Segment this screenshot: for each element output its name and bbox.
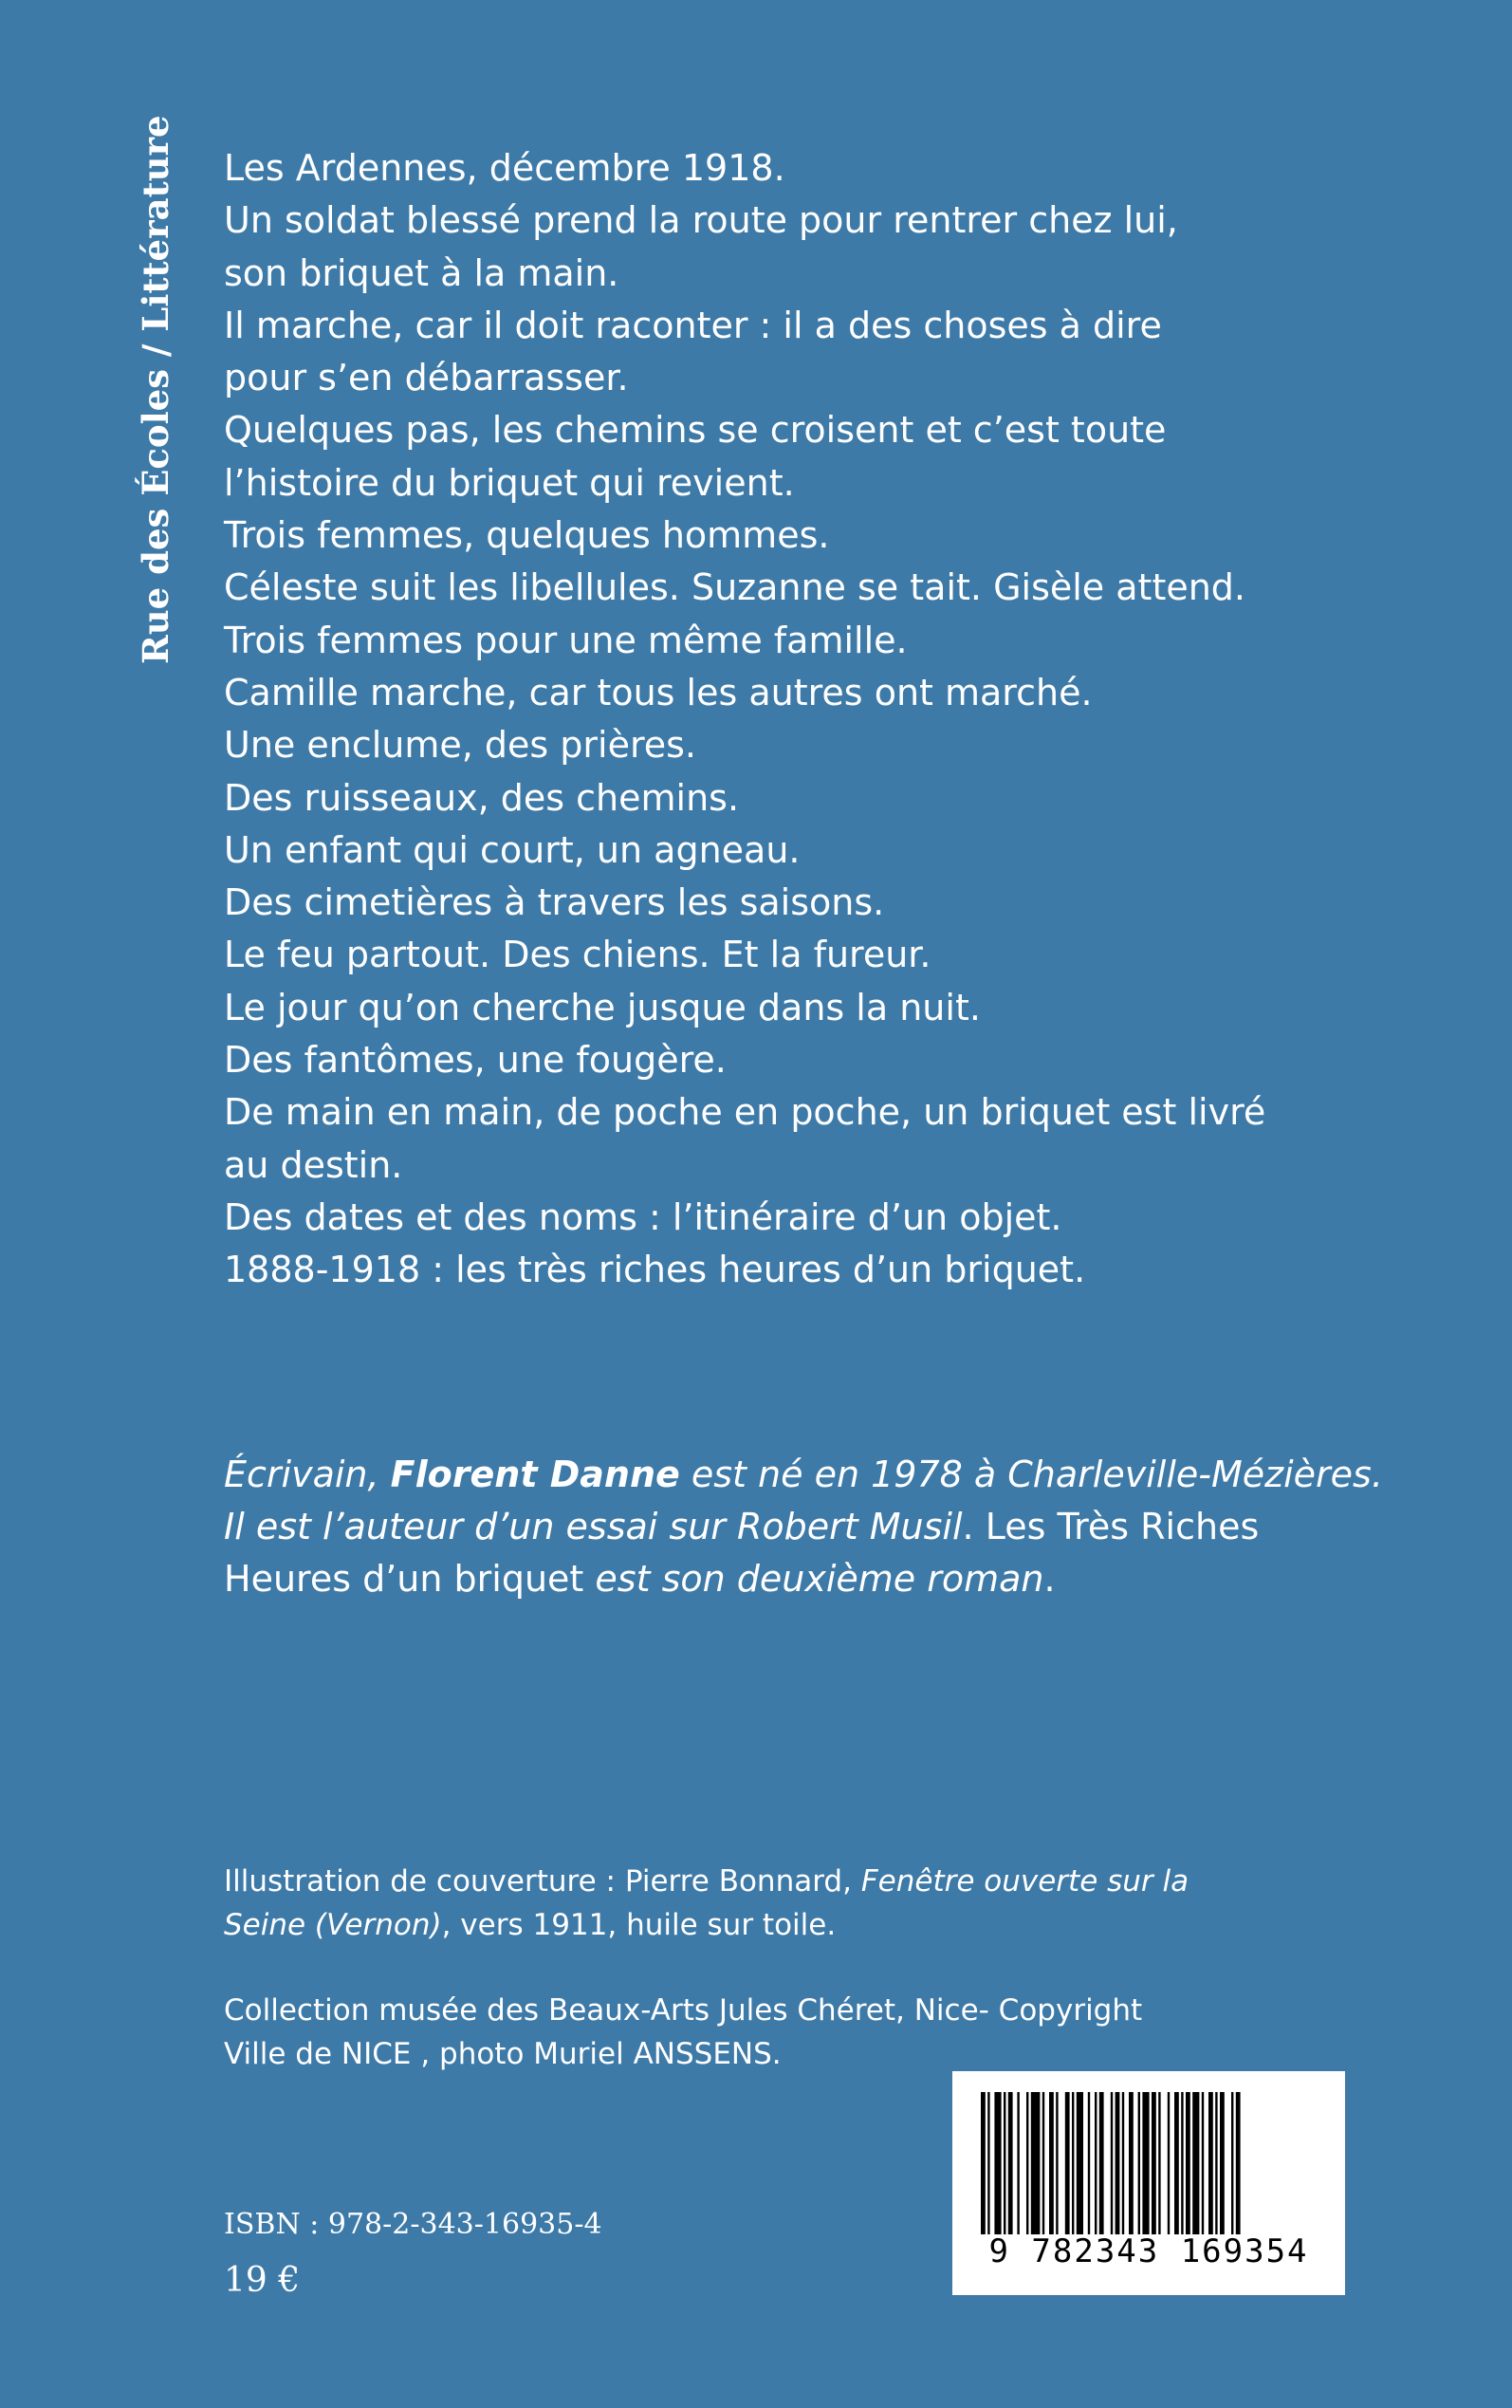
blurb-line: Des ruisseaux, des chemins. <box>224 776 740 819</box>
blurb-line: Un soldat blessé prend la route pour rentrer chez lui, <box>224 199 1178 242</box>
barcode-bar <box>1215 2092 1217 2234</box>
barcode-bar <box>1099 2092 1104 2234</box>
collection-name: Rue des Écoles / Littérature <box>135 115 176 664</box>
barcode-bar <box>1152 2092 1156 2234</box>
blurb-line: Les Ardennes, décembre 1918. <box>224 147 785 189</box>
barcode-bar <box>1042 2092 1044 2234</box>
barcode-bar <box>1111 2092 1113 2234</box>
barcode-bar <box>1026 2092 1028 2234</box>
collection-credit-line-2: Ville de NICE , photo Muriel ANSSENS. <box>224 2037 782 2071</box>
credits <box>224 1860 1267 2076</box>
blurb-line: l’histoire du briquet qui revient. <box>224 461 795 504</box>
blurb-line: Le jour qu’on cherche jusque dans la nuit. <box>224 986 981 1028</box>
price: 19 € <box>224 2261 301 2300</box>
barcode-bar <box>1004 2092 1005 2234</box>
barcode-bar <box>981 2092 986 2234</box>
collection-credit-line-1: Collection musée des Beaux-Arts Jules Chéret, Nice- Copyright <box>224 1993 1143 2028</box>
author-line-3: Heures d’un briquet est son deuxième roman. <box>224 1558 1056 1600</box>
author-line-2: Il est l’auteur d’un essai sur Robert Musil. Les Très Riches <box>224 1506 1260 1547</box>
blurb-line: pour s’en débarrasser. <box>224 357 629 399</box>
blurb-line: Une enclume, des prières. <box>224 724 697 767</box>
barcode-bar <box>1077 2092 1083 2234</box>
author-line-1: Écrivain, Florent Danne est né en 1978 à Charleville-Mézières. <box>224 1454 1383 1495</box>
barcode-bar <box>1168 2092 1170 2234</box>
barcode-bar <box>1231 2092 1233 2234</box>
barcode-bar <box>1008 2092 1013 2234</box>
barcode-bar <box>1017 2092 1019 2234</box>
blurb <box>224 142 1362 1297</box>
barcode-bar <box>987 2092 989 2234</box>
blurb-line: Des cimetières à travers les saisons. <box>224 881 885 924</box>
author-bio <box>224 1449 1383 1605</box>
barcode-bar <box>1072 2092 1074 2234</box>
illustration-credit-line-2: Seine (Vernon), vers 1911, huile sur toile. <box>224 1908 837 1942</box>
barcode-bar <box>1138 2092 1140 2234</box>
barcode-bar <box>1208 2092 1213 2234</box>
blurb-line: Camille marche, car tous les autres ont marché. <box>224 671 1093 713</box>
blurb-line: Des fantômes, une fougère. <box>224 1039 727 1082</box>
barcode-bar <box>1142 2092 1149 2234</box>
illustration-credit-line-1: Illustration de couverture : Pierre Bonnard, Fenêtre ouverte sur la <box>224 1864 1189 1899</box>
barcode-bar <box>1049 2092 1054 2234</box>
blurb-line: De main en main, de poche en poche, un briquet est livré <box>224 1091 1266 1134</box>
isbn: ISBN : 978-2-343-16935-4 <box>224 2208 602 2241</box>
barcode-bar <box>1065 2092 1070 2234</box>
barcode-bar <box>1236 2092 1241 2234</box>
blurb-line: 1888-1918 : les très riches heures d’un briquet. <box>224 1249 1086 1291</box>
barcode-bar <box>1116 2092 1120 2234</box>
barcode-bar <box>1181 2092 1183 2234</box>
barcode-bar <box>1220 2092 1225 2234</box>
blurb-line: Quelques pas, les chemins se croisent et c’est toute <box>224 409 1167 452</box>
blurb-line: Un enfant qui court, un agneau. <box>224 828 801 871</box>
spine-label <box>95 109 176 678</box>
blurb-line: Le feu partout. Des chiens. Et la fureur. <box>224 934 931 976</box>
barcode <box>952 2071 1345 2295</box>
barcode-bar <box>1158 2092 1160 2234</box>
blurb-line: Trois femmes pour une même famille. <box>224 619 908 661</box>
barcode-bar <box>1129 2092 1134 2234</box>
author-name: Florent Danne <box>390 1454 680 1495</box>
blurb-line: Des dates et des noms : l’itinéraire d’un objet. <box>224 1195 1062 1238</box>
blurb-line: Trois femmes, quelques hommes. <box>224 514 830 557</box>
barcode-bars <box>973 2092 1324 2234</box>
blurb-line: au destin. <box>224 1143 403 1186</box>
barcode-bar <box>1056 2092 1058 2234</box>
barcode-bar <box>1031 2092 1041 2234</box>
blurb-line: Il marche, car il doit raconter : il a des choses à dire <box>224 304 1162 346</box>
barcode-bar <box>994 2092 1001 2234</box>
barcode-bar <box>1088 2092 1090 2234</box>
blurb-line: son briquet à la main. <box>224 251 619 294</box>
barcode-bar <box>1122 2092 1124 2234</box>
barcode-digits: 9 782343 169354 <box>988 2232 1309 2270</box>
barcode-bar <box>1095 2092 1097 2234</box>
barcode-bar <box>1174 2092 1179 2234</box>
barcode-bar <box>1186 2092 1190 2234</box>
barcode-bar <box>1202 2092 1204 2234</box>
barcode-bar <box>1192 2092 1199 2234</box>
blurb-line: Céleste suit les libellules. Suzanne se tait. Gisèle attend. <box>224 566 1246 609</box>
